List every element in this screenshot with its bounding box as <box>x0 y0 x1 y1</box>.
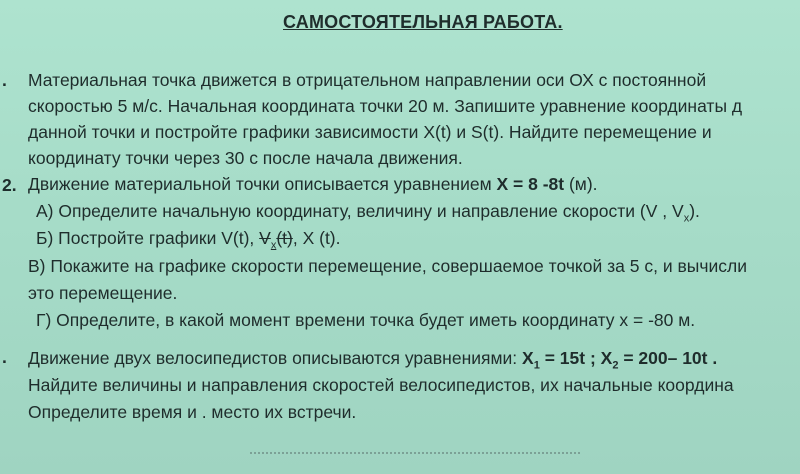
task2-a-text: А) Определите начальную координату, величину и направление скорости (V , V <box>36 201 684 221</box>
task3-number: . <box>2 347 7 367</box>
task1-line-2: скоростью 5 м/с. Начальная координата точки 20 м. Запишите уравнение координаты д <box>28 96 743 116</box>
task1-line-4: координату точки через 30 с после начала движения. <box>28 148 463 168</box>
task2-b-strike-end: (t) <box>276 228 293 248</box>
task2-intro-text: Движение материальной точки описывается уравнением <box>28 174 497 194</box>
task2-a-end: ). <box>689 201 700 221</box>
worksheet-title: САМОСТОЯТЕЛЬНАЯ РАБОТА. <box>283 12 563 32</box>
task3-line-3: Определите время и . место их встречи. <box>28 402 357 422</box>
task2-intro <box>28 176 598 194</box>
task3-eq2-sub: 2 <box>612 359 619 372</box>
task2-b-start: Б) Постройте графики V(t), <box>36 228 260 248</box>
task3-eq2-rest: = 200– 10t . <box>618 348 718 368</box>
task3-line-2: Найдите величины и направления скоростей велосипедистов, их начальные координа <box>28 375 734 395</box>
task3-eq2 <box>600 348 718 372</box>
task2-part-b <box>36 230 341 252</box>
task1-number: . <box>2 70 7 90</box>
task2-part-d: Г) Определите, в какой момент времени точка будет иметь координату x = -80 м. <box>36 310 696 330</box>
task3-intro-text: Движение двух велосипедистов описываются уравнениями: <box>28 348 523 368</box>
task2-b-strike-v: V <box>259 228 271 248</box>
task3-eq1-x: X <box>522 348 534 368</box>
task1-line-3: данной точки и постройте графики зависимости X(t) и S(t). Найдите перемещение и <box>28 122 712 142</box>
task2-equation: X = 8 -8t <box>496 174 565 194</box>
task3-intro <box>28 350 717 372</box>
task2-unit: (м). <box>564 174 598 194</box>
dotted-line <box>250 452 580 454</box>
task3-eq1-sub: 1 <box>533 359 540 372</box>
task3-eq1-rest: = 15t ; <box>539 348 601 368</box>
task2-b-strikethrough <box>259 228 293 252</box>
task2-part-c-1: В) Покажите на графике скорости перемещение, совершаемое точкой за 5 с, и вычисли <box>28 256 747 276</box>
task2-b-end: , X (t). <box>292 228 341 248</box>
task2-number: 2. <box>2 175 17 195</box>
task3-eq2-x: X <box>600 348 613 368</box>
task2-a-sub: x <box>683 212 690 225</box>
task2-part-a <box>36 203 700 225</box>
task2-part-c-2: это перемещение. <box>28 283 178 303</box>
task3-eq1 <box>522 348 601 372</box>
task2-b-strike-sub: x <box>270 239 277 252</box>
task1-line-1: Материальная точка движется в отрицательном направлении оси ОХ с постоянной <box>28 70 707 90</box>
